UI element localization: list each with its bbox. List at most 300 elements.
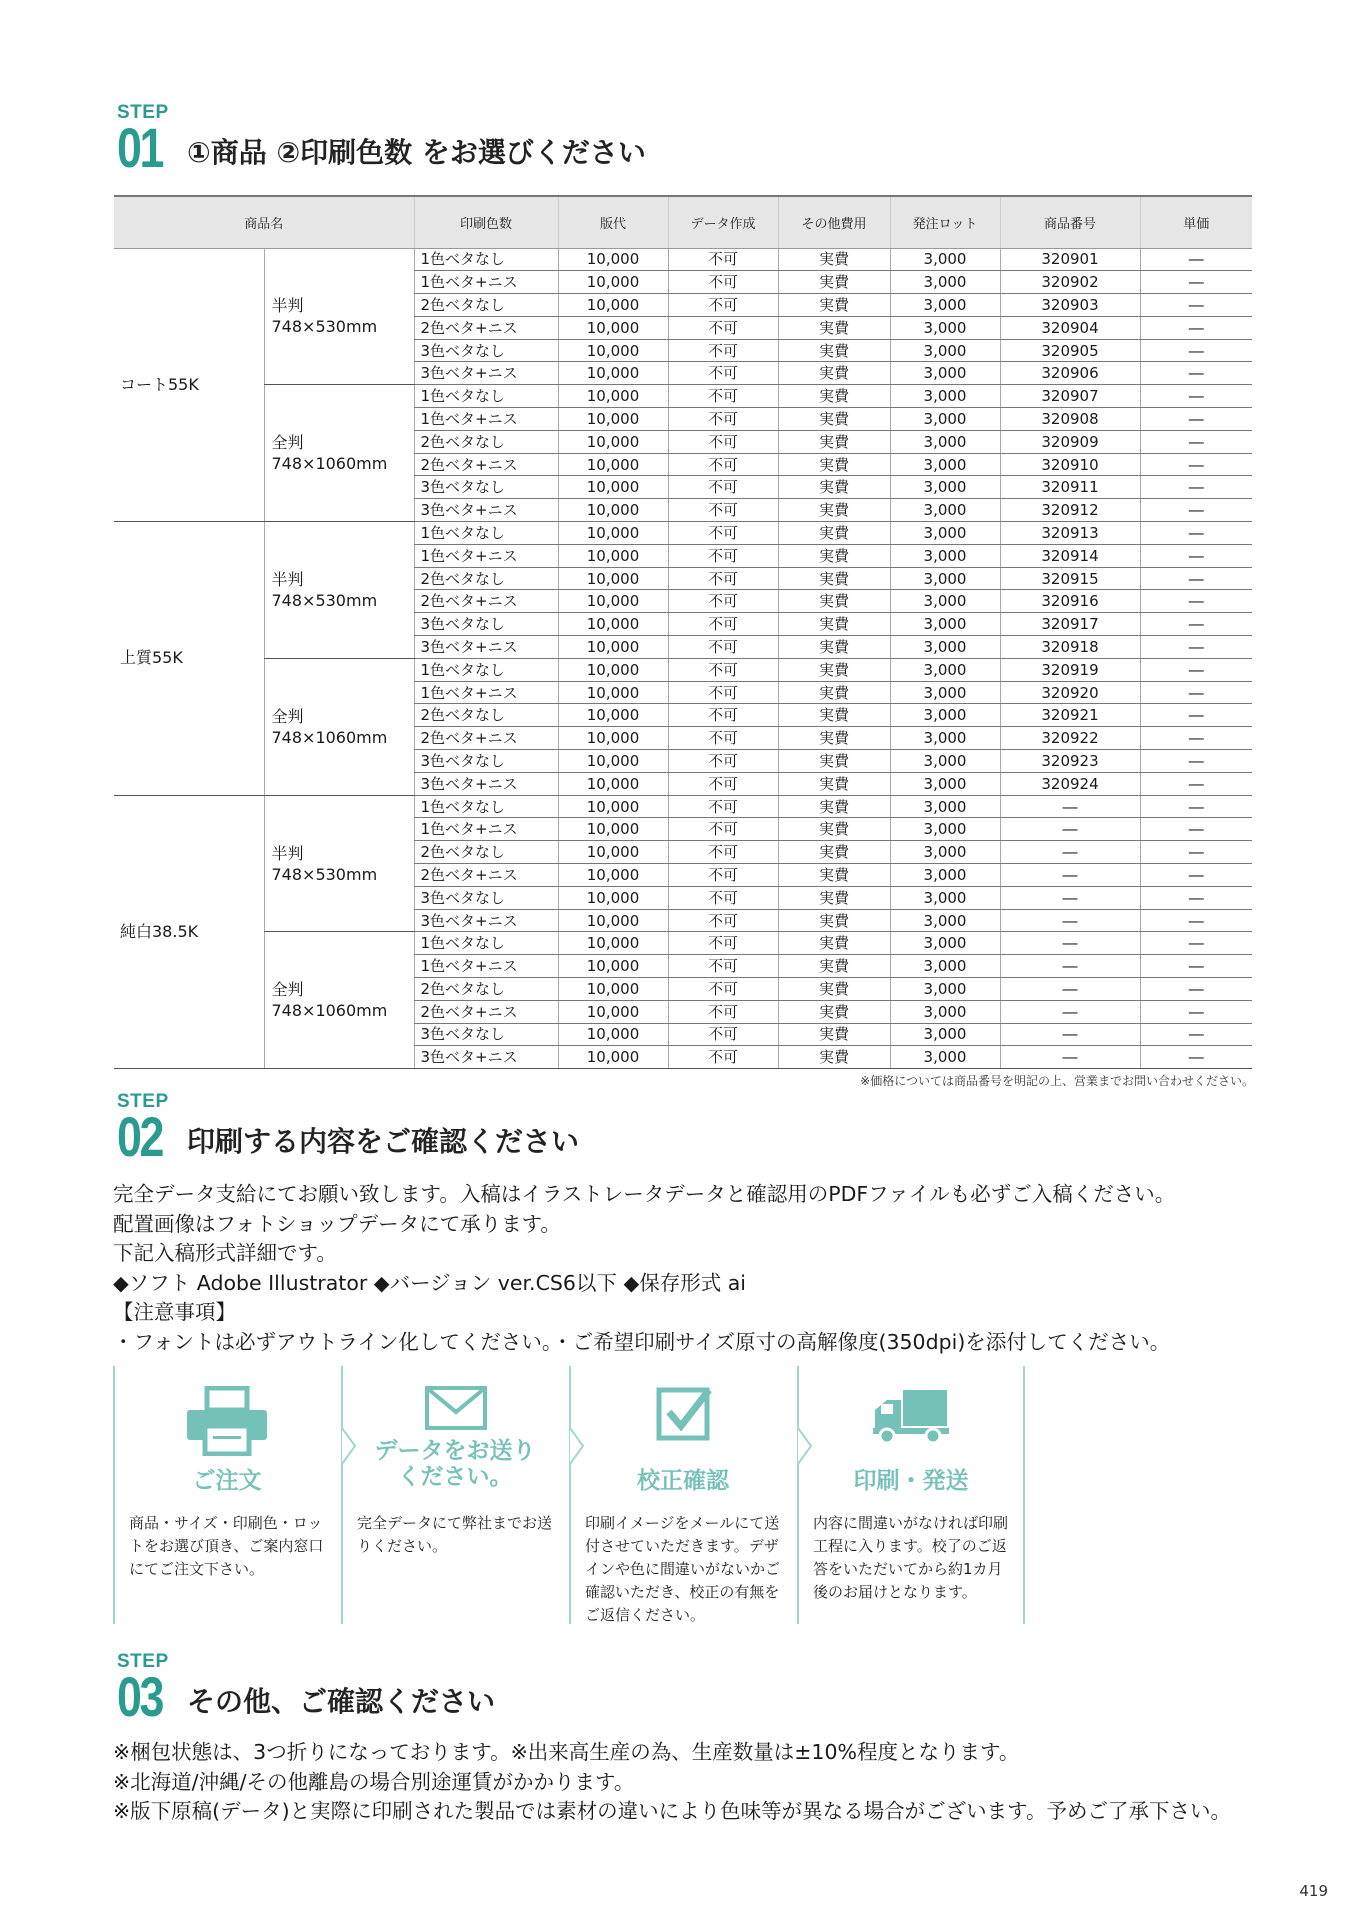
print-colors-cell: 1色ベタ+ニス — [414, 681, 558, 704]
size-name: 全判 — [271, 433, 304, 453]
unit-price-cell: ― — [1140, 567, 1252, 590]
plate-fee-cell: 10,000 — [558, 476, 668, 499]
data-creation-cell: 不可 — [668, 294, 778, 317]
plate-fee-cell: 10,000 — [558, 385, 668, 408]
step2-number: 02 — [117, 1105, 163, 1168]
step3-heading — [117, 1651, 496, 1728]
other-costs-cell: 実費 — [778, 248, 890, 271]
print-colors-cell: 2色ベタ+ニス — [414, 1000, 558, 1023]
plate-fee-cell: 10,000 — [558, 1000, 668, 1023]
truck-icon — [867, 1386, 957, 1456]
order-lot-cell: 3,000 — [890, 339, 1000, 362]
plate-fee-cell: 10,000 — [558, 567, 668, 590]
flow-step-print-ship — [797, 1366, 1025, 1624]
flow-title: 印刷・発送 — [853, 1468, 969, 1494]
flow-divider — [1023, 1366, 1025, 1624]
table-row — [114, 248, 1252, 271]
unit-price-cell: ― — [1140, 544, 1252, 567]
table-row — [114, 795, 1252, 818]
unit-price-cell: ― — [1140, 316, 1252, 339]
data-creation-cell: 不可 — [668, 339, 778, 362]
step3-label: STEP — [117, 1651, 169, 1672]
print-colors-cell: 3色ベタなし — [414, 886, 558, 909]
other-costs-cell: 実費 — [778, 476, 890, 499]
step3-title: その他、ご確認ください — [187, 1685, 496, 1718]
size-label — [264, 658, 414, 795]
other-costs-cell: 実費 — [778, 339, 890, 362]
table-header-row — [114, 196, 1252, 248]
plate-fee-cell: 10,000 — [558, 453, 668, 476]
flow-title: 校正確認 — [637, 1468, 729, 1494]
data-creation-cell: 不可 — [668, 385, 778, 408]
flow-desc: 印刷イメージをメールにて送付させていただきます。デザインや色に間違いがないかご確認いただき、校正の有無をご返信ください。 — [585, 1514, 781, 1624]
plate-fee-cell: 10,000 — [558, 248, 668, 271]
plate-fee-cell: 10,000 — [558, 955, 668, 978]
unit-price-cell: ― — [1140, 499, 1252, 522]
plate-fee-cell: 10,000 — [558, 704, 668, 727]
unit-price-cell: ― — [1140, 932, 1252, 955]
size-label — [264, 932, 414, 1069]
product-number-cell: ― — [1000, 1023, 1140, 1046]
data-creation-cell: 不可 — [668, 750, 778, 773]
data-creation-cell: 不可 — [668, 613, 778, 636]
step1-heading — [117, 102, 646, 179]
order-lot-cell: 3,000 — [890, 1046, 1000, 1069]
order-lot-cell: 3,000 — [890, 909, 1000, 932]
product-number-cell: 320915 — [1000, 567, 1140, 590]
plate-fee-cell: 10,000 — [558, 681, 668, 704]
other-costs-cell: 実費 — [778, 453, 890, 476]
product-number-cell: 320919 — [1000, 658, 1140, 681]
product-number-cell: ― — [1000, 795, 1140, 818]
plate-fee-cell: 10,000 — [558, 590, 668, 613]
plate-fee-cell: 10,000 — [558, 795, 668, 818]
other-costs-cell: 実費 — [778, 750, 890, 773]
plate-fee-cell: 10,000 — [558, 430, 668, 453]
step2-title: 印刷する内容をご確認ください — [187, 1125, 580, 1158]
other-costs-cell: 実費 — [778, 909, 890, 932]
product-number-cell: 320924 — [1000, 772, 1140, 795]
unit-price-cell: ― — [1140, 522, 1252, 545]
order-lot-cell: 3,000 — [890, 1000, 1000, 1023]
print-colors-cell: 1色ベタなし — [414, 385, 558, 408]
product-number-cell: 320902 — [1000, 271, 1140, 294]
table-row — [114, 385, 1252, 408]
data-creation-cell: 不可 — [668, 1023, 778, 1046]
step2-text — [113, 1180, 1175, 1357]
product-number-cell: 320916 — [1000, 590, 1140, 613]
product-number-cell: ― — [1000, 1000, 1140, 1023]
flow-title: データをお送り — [374, 1438, 536, 1464]
order-lot-cell: 3,000 — [890, 864, 1000, 887]
data-creation-cell: 不可 — [668, 704, 778, 727]
table-body — [114, 248, 1252, 1069]
flow-divider — [797, 1366, 799, 1624]
print-colors-cell: 3色ベタ+ニス — [414, 499, 558, 522]
order-lot-cell: 3,000 — [890, 727, 1000, 750]
plate-fee-cell: 10,000 — [558, 932, 668, 955]
product-number-cell: ― — [1000, 955, 1140, 978]
other-costs-cell: 実費 — [778, 613, 890, 636]
print-colors-cell: 3色ベタ+ニス — [414, 636, 558, 659]
step2-label: STEP — [117, 1091, 169, 1112]
product-number-cell: ― — [1000, 841, 1140, 864]
flow-divider — [569, 1366, 571, 1624]
price-note: ※価格については商品番号を明記の上、営業までお問い合わせください。 — [860, 1074, 1254, 1088]
other-costs-cell: 実費 — [778, 841, 890, 864]
product-number-cell: 320913 — [1000, 522, 1140, 545]
print-colors-cell: 1色ベタ+ニス — [414, 408, 558, 431]
data-creation-cell: 不可 — [668, 658, 778, 681]
other-costs-cell: 実費 — [778, 978, 890, 1001]
other-costs-cell: 実費 — [778, 772, 890, 795]
plate-fee-cell: 10,000 — [558, 636, 668, 659]
print-colors-cell: 1色ベタなし — [414, 795, 558, 818]
size-dimensions: 748×530mm — [271, 317, 378, 337]
other-costs-cell: 実費 — [778, 886, 890, 909]
product-number-cell: 320901 — [1000, 248, 1140, 271]
unit-price-cell: ― — [1140, 978, 1252, 1001]
size-label — [264, 522, 414, 659]
plate-fee-cell: 10,000 — [558, 818, 668, 841]
flow-desc: 商品・サイズ・印刷色・ロットをお選び頂き、ご案内窓口にてご注文下さい。 — [129, 1514, 324, 1578]
plate-fee-cell: 10,000 — [558, 294, 668, 317]
print-colors-cell: 3色ベタなし — [414, 339, 558, 362]
print-colors-cell: 3色ベタなし — [414, 476, 558, 499]
data-creation-cell: 不可 — [668, 590, 778, 613]
data-creation-cell: 不可 — [668, 636, 778, 659]
other-costs-cell: 実費 — [778, 590, 890, 613]
product-number-cell: 320903 — [1000, 294, 1140, 317]
other-costs-cell: 実費 — [778, 430, 890, 453]
order-lot-cell: 3,000 — [890, 955, 1000, 978]
unit-price-cell: ― — [1140, 704, 1252, 727]
order-lot-cell: 3,000 — [890, 544, 1000, 567]
data-creation-cell: 不可 — [668, 978, 778, 1001]
page-number: 419 — [1299, 1882, 1328, 1900]
other-costs-cell: 実費 — [778, 294, 890, 317]
plate-fee-cell: 10,000 — [558, 1023, 668, 1046]
print-colors-cell: 2色ベタ+ニス — [414, 590, 558, 613]
order-lot-cell: 3,000 — [890, 772, 1000, 795]
unit-price-cell: ― — [1140, 658, 1252, 681]
plate-fee-cell: 10,000 — [558, 1046, 668, 1069]
order-lot-cell: 3,000 — [890, 248, 1000, 271]
order-lot-cell: 3,000 — [890, 476, 1000, 499]
print-colors-cell: 2色ベタなし — [414, 567, 558, 590]
flow-step-send-data — [341, 1366, 569, 1624]
print-colors-cell: 3色ベタなし — [414, 750, 558, 773]
table-row — [114, 522, 1252, 545]
product-number-cell: 320907 — [1000, 385, 1140, 408]
order-lot-cell: 3,000 — [890, 316, 1000, 339]
unit-price-cell: ― — [1140, 339, 1252, 362]
header-data-creation: データ作成 — [668, 196, 778, 248]
order-lot-cell: 3,000 — [890, 932, 1000, 955]
other-costs-cell: 実費 — [778, 864, 890, 887]
unit-price-cell: ― — [1140, 909, 1252, 932]
step1-title: ①商品 ②印刷色数 をお選びください — [187, 136, 646, 169]
other-costs-cell: 実費 — [778, 932, 890, 955]
plate-fee-cell: 10,000 — [558, 864, 668, 887]
step2-line: ・フォントは必ずアウトライン化してください。・ご希望印刷サイズ原寸の高解像度(350dpi)を添付してください。 — [113, 1329, 1171, 1354]
unit-price-cell: ― — [1140, 750, 1252, 773]
data-creation-cell: 不可 — [668, 955, 778, 978]
step2-line: ◆ソフト Adobe Illustrator ◆バージョン ver.CS6以下 ◆保存形式 ai — [113, 1270, 746, 1295]
step2-heading — [117, 1091, 580, 1168]
table-row — [114, 658, 1252, 681]
flow-title: ご注文 — [192, 1468, 262, 1494]
other-costs-cell: 実費 — [778, 316, 890, 339]
unit-price-cell: ― — [1140, 1046, 1252, 1069]
order-lot-cell: 3,000 — [890, 636, 1000, 659]
other-costs-cell: 実費 — [778, 704, 890, 727]
data-creation-cell: 不可 — [668, 362, 778, 385]
plate-fee-cell: 10,000 — [558, 362, 668, 385]
unit-price-cell: ― — [1140, 271, 1252, 294]
product-number-cell: ― — [1000, 909, 1140, 932]
size-dimensions: 748×1060mm — [271, 727, 388, 747]
chevron-right-icon — [797, 1426, 813, 1466]
unit-price-cell: ― — [1140, 955, 1252, 978]
print-colors-cell: 1色ベタ+ニス — [414, 271, 558, 294]
data-creation-cell: 不可 — [668, 818, 778, 841]
other-costs-cell: 実費 — [778, 818, 890, 841]
product-number-cell: 320920 — [1000, 681, 1140, 704]
product-number-cell: 320906 — [1000, 362, 1140, 385]
step3-number: 03 — [117, 1665, 163, 1728]
product-number-cell: ― — [1000, 818, 1140, 841]
plate-fee-cell: 10,000 — [558, 613, 668, 636]
header-other-costs: その他費用 — [778, 196, 890, 248]
print-colors-cell: 3色ベタなし — [414, 613, 558, 636]
size-dimensions: 748×1060mm — [271, 454, 388, 474]
other-costs-cell: 実費 — [778, 795, 890, 818]
size-dimensions: 748×530mm — [271, 864, 378, 884]
print-colors-cell: 1色ベタなし — [414, 658, 558, 681]
print-colors-cell: 3色ベタ+ニス — [414, 909, 558, 932]
unit-price-cell: ― — [1140, 681, 1252, 704]
order-lot-cell: 3,000 — [890, 681, 1000, 704]
order-lot-cell: 3,000 — [890, 704, 1000, 727]
product-number-cell: 320914 — [1000, 544, 1140, 567]
size-label — [264, 385, 414, 522]
order-lot-cell: 3,000 — [890, 408, 1000, 431]
other-costs-cell: 実費 — [778, 522, 890, 545]
data-creation-cell: 不可 — [668, 476, 778, 499]
size-dimensions: 748×1060mm — [271, 1001, 388, 1021]
unit-price-cell: ― — [1140, 841, 1252, 864]
step1-label: STEP — [117, 102, 169, 123]
other-costs-cell: 実費 — [778, 271, 890, 294]
order-lot-cell: 3,000 — [890, 453, 1000, 476]
other-costs-cell: 実費 — [778, 499, 890, 522]
product-number-cell: ― — [1000, 1046, 1140, 1069]
plate-fee-cell: 10,000 — [558, 886, 668, 909]
step2-line: 配置画像はフォトショップデータにて承ります。 — [113, 1211, 561, 1236]
unit-price-cell: ― — [1140, 795, 1252, 818]
data-creation-cell: 不可 — [668, 795, 778, 818]
size-dimensions: 748×530mm — [271, 590, 378, 610]
plate-fee-cell: 10,000 — [558, 499, 668, 522]
order-lot-cell: 3,000 — [890, 567, 1000, 590]
unit-price-cell: ― — [1140, 772, 1252, 795]
order-lot-cell: 3,000 — [890, 385, 1000, 408]
plate-fee-cell: 10,000 — [558, 408, 668, 431]
step1-number: 01 — [117, 116, 163, 179]
header-product-name: 商品名 — [114, 196, 414, 248]
other-costs-cell: 実費 — [778, 544, 890, 567]
plate-fee-cell: 10,000 — [558, 772, 668, 795]
print-colors-cell: 3色ベタなし — [414, 1023, 558, 1046]
data-creation-cell: 不可 — [668, 909, 778, 932]
product-number-cell: 320908 — [1000, 408, 1140, 431]
data-creation-cell: 不可 — [668, 248, 778, 271]
size-name: 半判 — [271, 843, 304, 863]
product-number-cell: 320912 — [1000, 499, 1140, 522]
print-colors-cell: 2色ベタなし — [414, 978, 558, 1001]
unit-price-cell: ― — [1140, 727, 1252, 750]
order-lot-cell: 3,000 — [890, 294, 1000, 317]
unit-price-cell: ― — [1140, 294, 1252, 317]
order-lot-cell: 3,000 — [890, 1023, 1000, 1046]
unit-price-cell: ― — [1140, 636, 1252, 659]
printer-icon — [183, 1386, 273, 1456]
material-name: 純白38.5K — [114, 795, 264, 1069]
print-colors-cell: 1色ベタなし — [414, 522, 558, 545]
data-creation-cell: 不可 — [668, 681, 778, 704]
unit-price-cell: ― — [1140, 362, 1252, 385]
size-name: 半判 — [271, 569, 304, 589]
header-order-lot: 発注ロット — [890, 196, 1000, 248]
print-colors-cell: 3色ベタ+ニス — [414, 772, 558, 795]
product-number-cell: 320910 — [1000, 453, 1140, 476]
order-lot-cell: 3,000 — [890, 590, 1000, 613]
data-creation-cell: 不可 — [668, 430, 778, 453]
product-number-cell: ― — [1000, 864, 1140, 887]
product-number-cell: ― — [1000, 886, 1140, 909]
flow-desc: 内容に間違いがなければ印刷工程に入ります。校了のご返答をいただいてから約1カ月後のお届けとなります。 — [813, 1514, 1009, 1601]
step2-line: 【注意事項】 — [113, 1300, 236, 1324]
print-colors-cell: 3色ベタ+ニス — [414, 362, 558, 385]
product-number-cell: 320911 — [1000, 476, 1140, 499]
plate-fee-cell: 10,000 — [558, 978, 668, 1001]
unit-price-cell: ― — [1140, 430, 1252, 453]
product-number-cell: 320909 — [1000, 430, 1140, 453]
other-costs-cell: 実費 — [778, 955, 890, 978]
other-costs-cell: 実費 — [778, 385, 890, 408]
step2-line: 完全データ支給にてお願い致します。入稿はイラストレータデータと確認用のPDFファイルも必ずご入稿ください。 — [113, 1182, 1176, 1206]
order-lot-cell: 3,000 — [890, 271, 1000, 294]
step3-line: ※梱包状態は、3つ折りになっております。※出来高生産の為、生産数量は±10%程度となります。 — [113, 1740, 1020, 1764]
checkbox-icon — [639, 1382, 729, 1452]
size-name: 全判 — [271, 706, 304, 726]
plate-fee-cell: 10,000 — [558, 909, 668, 932]
order-lot-cell: 3,000 — [890, 886, 1000, 909]
data-creation-cell: 不可 — [668, 522, 778, 545]
data-creation-cell: 不可 — [668, 841, 778, 864]
unit-price-cell: ― — [1140, 818, 1252, 841]
plate-fee-cell: 10,000 — [558, 727, 668, 750]
data-creation-cell: 不可 — [668, 316, 778, 339]
other-costs-cell: 実費 — [778, 408, 890, 431]
order-lot-cell: 3,000 — [890, 430, 1000, 453]
print-colors-cell: 2色ベタ+ニス — [414, 864, 558, 887]
plate-fee-cell: 10,000 — [558, 658, 668, 681]
header-product-number: 商品番号 — [1000, 196, 1140, 248]
flow-step-proof — [569, 1366, 797, 1624]
data-creation-cell: 不可 — [668, 453, 778, 476]
step3-line: ※版下原稿(データ)と実際に印刷された製品では素材の違いにより色味等が異なる場合がございます。予めご了承下さい。 — [113, 1799, 1232, 1823]
other-costs-cell: 実費 — [778, 727, 890, 750]
order-lot-cell: 3,000 — [890, 522, 1000, 545]
order-lot-cell: 3,000 — [890, 613, 1000, 636]
other-costs-cell: 実費 — [778, 636, 890, 659]
product-number-cell: ― — [1000, 978, 1140, 1001]
order-lot-cell: 3,000 — [890, 362, 1000, 385]
other-costs-cell: 実費 — [778, 1000, 890, 1023]
data-creation-cell: 不可 — [668, 886, 778, 909]
data-creation-cell: 不可 — [668, 1000, 778, 1023]
material-name: 上質55K — [114, 522, 264, 796]
size-name: 全判 — [271, 980, 304, 1000]
unit-price-cell: ― — [1140, 476, 1252, 499]
unit-price-cell: ― — [1140, 453, 1252, 476]
step3-line: ※北海道/沖縄/その他離島の場合別途運賃がかかります。 — [113, 1769, 635, 1794]
data-creation-cell: 不可 — [668, 772, 778, 795]
print-colors-cell: 2色ベタ+ニス — [414, 316, 558, 339]
print-colors-cell: 1色ベタなし — [414, 932, 558, 955]
flow-divider — [113, 1366, 115, 1624]
print-colors-cell: 1色ベタ+ニス — [414, 818, 558, 841]
flow-desc: 完全データにて弊社までお送りください。 — [357, 1514, 553, 1555]
print-colors-cell: 2色ベタなし — [414, 704, 558, 727]
data-creation-cell: 不可 — [668, 544, 778, 567]
print-colors-cell: 2色ベタなし — [414, 430, 558, 453]
data-creation-cell: 不可 — [668, 1046, 778, 1069]
product-number-cell: 320905 — [1000, 339, 1140, 362]
plate-fee-cell: 10,000 — [558, 544, 668, 567]
unit-price-cell: ― — [1140, 408, 1252, 431]
product-number-cell: 320923 — [1000, 750, 1140, 773]
print-colors-cell: 3色ベタ+ニス — [414, 1046, 558, 1069]
unit-price-cell: ― — [1140, 864, 1252, 887]
size-label — [264, 248, 414, 385]
unit-price-cell: ― — [1140, 613, 1252, 636]
unit-price-cell: ― — [1140, 1000, 1252, 1023]
print-colors-cell: 2色ベタ+ニス — [414, 453, 558, 476]
step2-line: 下記入稿形式詳細です。 — [113, 1241, 337, 1265]
order-lot-cell: 3,000 — [890, 841, 1000, 864]
print-colors-cell: 1色ベタ+ニス — [414, 544, 558, 567]
print-colors-cell: 1色ベタ+ニス — [414, 955, 558, 978]
unit-price-cell: ― — [1140, 886, 1252, 909]
flow-step-order — [113, 1366, 341, 1624]
unit-price-cell: ― — [1140, 1023, 1252, 1046]
order-lot-cell: 3,000 — [890, 658, 1000, 681]
product-number-cell: 320904 — [1000, 316, 1140, 339]
product-number-cell: 320921 — [1000, 704, 1140, 727]
other-costs-cell: 実費 — [778, 658, 890, 681]
other-costs-cell: 実費 — [778, 567, 890, 590]
other-costs-cell: 実費 — [778, 362, 890, 385]
data-creation-cell: 不可 — [668, 932, 778, 955]
order-lot-cell: 3,000 — [890, 750, 1000, 773]
product-number-cell: 320918 — [1000, 636, 1140, 659]
order-lot-cell: 3,000 — [890, 499, 1000, 522]
plate-fee-cell: 10,000 — [558, 522, 668, 545]
data-creation-cell: 不可 — [668, 271, 778, 294]
